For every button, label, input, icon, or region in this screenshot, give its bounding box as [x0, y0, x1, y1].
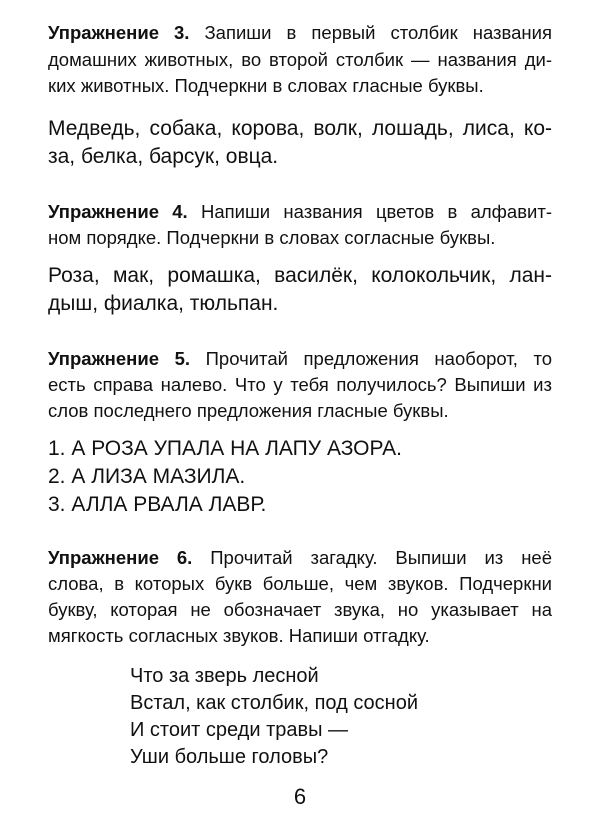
sentence-1: 1. А РОЗА УПАЛА НА ЛАПУ АЗОРА.: [48, 437, 402, 460]
exercise-3-words-line-2: за, белка, барсук, овца.: [48, 145, 279, 168]
exercise-4-text: Напиши названия цветов в алфавит-: [187, 201, 552, 222]
exercise-5-line-2: есть справа налево. Что у тебя получилось? Выпиши из: [48, 374, 552, 395]
riddle-line-3: И стоит среди травы —: [130, 719, 349, 741]
exercise-6-line-1: [48, 546, 552, 570]
sentence-3: 3. АЛЛА РВАЛА ЛАВР.: [48, 493, 267, 516]
exercise-3-line-2: домашних животных, во второй столбик — названия ди-: [48, 49, 552, 70]
exercise-5-heading: Упражнение 5.: [48, 348, 191, 369]
exercise-5-text: Прочитай предложения наоборот, то: [190, 348, 552, 369]
exercise-6-line-2: слова, в которых букв больше, чем звуков. Подчеркни: [48, 573, 552, 594]
exercise-3-line-3: ких животных. Подчеркни в словах гласные буквы.: [48, 75, 484, 96]
exercise-5-line-3: слов последнего предложения гласные буквы.: [48, 400, 449, 421]
exercise-3-words-line-1: Медведь, собака, корова, волк, лошадь, лиса, ко-: [48, 117, 552, 140]
exercise-4-line-1: [48, 200, 552, 224]
exercise-4-line-2: ном порядке. Подчеркни в словах согласные буквы.: [48, 227, 496, 248]
exercise-6-heading: Упражнение 6.: [48, 547, 193, 568]
exercise-3-heading: Упражнение 3.: [48, 22, 190, 43]
sentence-2: 2. А ЛИЗА МАЗИЛА.: [48, 465, 246, 488]
exercise-5-line-1: [48, 347, 552, 371]
riddle-line-2: Встал, как столбик, под сосной: [130, 692, 419, 714]
exercise-6-line-4: мягкость согласных звуков. Напиши отгадку.: [48, 625, 430, 646]
page-number: 6: [293, 784, 307, 809]
exercise-6-line-3: букву, которая не обозначает звука, но указывает на: [48, 599, 552, 620]
exercise-4-heading: Упражнение 4.: [48, 201, 188, 222]
exercise-6-text: Прочитай загадку. Выпиши из неё: [192, 547, 552, 568]
exercise-3-text: Запиши в первый столбик названия: [189, 22, 552, 43]
exercise-3-line-1: [48, 21, 552, 45]
exercise-4-words-line-1: Роза, мак, ромашка, василёк, колокольчик, лан-: [48, 264, 552, 287]
exercise-4-words-line-2: дыш, фиалка, тюльпан.: [48, 292, 279, 315]
riddle-line-1: Что за зверь лесной: [130, 665, 319, 687]
riddle-line-4: Уши больше головы?: [130, 746, 329, 768]
